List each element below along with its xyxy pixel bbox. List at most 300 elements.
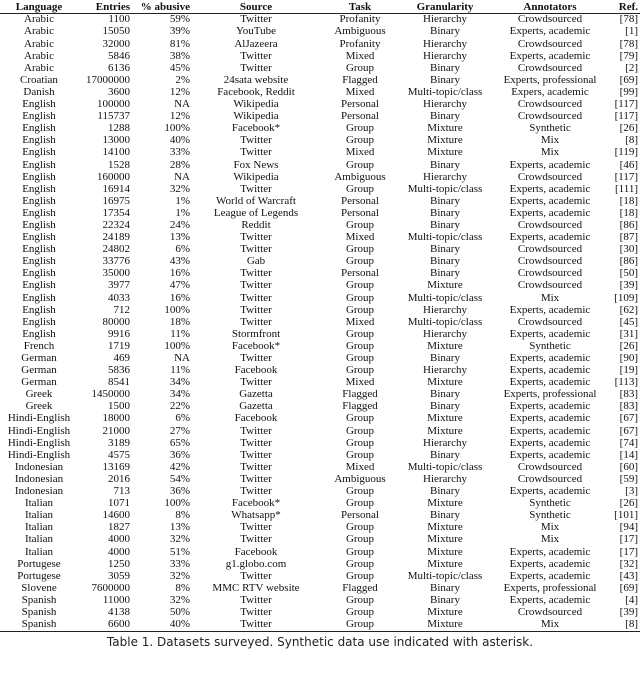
cell-annotators: Experts, professional (503, 73, 597, 86)
cell-source: Facebook* (231, 497, 281, 510)
cell-task: Group (345, 158, 375, 171)
cell-entries: 5836 (108, 364, 130, 377)
cell-task: Group (345, 593, 375, 606)
cell-source: YouTube (235, 25, 277, 38)
cell-ref: [109] (614, 291, 638, 304)
cell-source: Facebook, Reddit (217, 85, 295, 98)
cell-entries: 4575 (108, 448, 130, 461)
cell-granularity: Mixture (427, 146, 463, 159)
cell-ref: [32] (619, 557, 638, 570)
cell-entries: 100000 (97, 98, 130, 111)
cell-source: 24sata website (223, 73, 289, 86)
cell-percent-abusive: 6% (175, 412, 190, 425)
cell-percent-abusive: 38% (169, 49, 190, 62)
cell-source: Twitter (240, 267, 272, 280)
cell-language: English (22, 134, 56, 147)
cell-percent-abusive: 33% (169, 557, 190, 570)
table-row (0, 377, 640, 389)
cell-entries: 4000 (108, 533, 130, 546)
table-row (0, 607, 640, 619)
cell-source: MMC RTV website (212, 581, 300, 594)
cell-annotators: Crowdsourced (517, 472, 583, 485)
cell-ref: [45] (619, 315, 638, 328)
table-row (0, 232, 640, 244)
cell-language: Italian (24, 521, 54, 534)
table-row (0, 111, 640, 123)
table-row (0, 304, 640, 316)
cell-percent-abusive: 34% (169, 388, 190, 401)
table-row (0, 99, 640, 111)
table-body (0, 14, 640, 632)
cell-entries: 1827 (108, 521, 130, 534)
cell-percent-abusive: 39% (169, 25, 190, 38)
cell-percent-abusive: 11% (170, 327, 190, 340)
cell-task: Group (345, 303, 375, 316)
cell-granularity: Binary (430, 581, 460, 594)
cell-granularity: Mixture (427, 279, 463, 292)
cell-ref: [8] (608, 619, 640, 632)
table-row (0, 389, 640, 401)
cell-granularity: Hierarchy (423, 436, 467, 449)
cell-annotators: Expers, academic (511, 85, 589, 98)
cell-ref: [26] (619, 339, 638, 352)
cell-annotators: Experts, academic (509, 327, 591, 340)
cell-language: Arabic (24, 13, 54, 26)
cell-task: Group (345, 122, 375, 135)
cell-language: Indonesian (14, 485, 64, 498)
cell-source: Stormfront (231, 327, 281, 340)
cell-language: English (22, 170, 56, 183)
cell-percent-abusive: 8% (175, 581, 190, 594)
header-percent-abusive: % abusive (130, 0, 190, 14)
cell-ref: [14] (619, 448, 638, 461)
cell-ref: [18] (619, 194, 638, 207)
cell-source: g1.globo.com (225, 557, 287, 570)
cell-entries: 14100 (102, 146, 130, 159)
cell-entries: 160000 (97, 170, 130, 183)
cell-granularity: Binary (430, 485, 460, 498)
table-row (0, 510, 640, 522)
cell-source: Whatsapp* (231, 509, 281, 522)
cell-annotators: Experts, academic (509, 485, 591, 498)
cell-ref: [69] (619, 73, 638, 86)
cell-annotators: Experts, academic (509, 194, 591, 207)
cell-entries: 1250 (108, 557, 130, 570)
cell-entries: 115737 (97, 110, 130, 123)
cell-granularity: Mixture (427, 424, 463, 437)
cell-granularity: Binary (430, 593, 460, 606)
table-row (0, 558, 640, 570)
cell-language: Italian (24, 509, 54, 522)
cell-entries: 13169 (102, 460, 130, 473)
cell-entries: 712 (113, 303, 130, 316)
cell-language: Slovene (21, 581, 57, 594)
table-caption: Table 1. Datasets surveyed. Synthetic data use indicated with asterisk. (106, 634, 534, 649)
table-row (0, 74, 640, 86)
cell-annotators: Crowdsourced (517, 218, 583, 231)
cell-ref: [94] (619, 521, 638, 534)
cell-annotators: Experts, academic (509, 376, 591, 389)
cell-source: Twitter (240, 460, 272, 473)
cell-annotators: Experts, academic (509, 593, 591, 606)
table-row (0, 62, 640, 74)
cell-ref: [59] (619, 472, 638, 485)
cell-source: Gazetta (239, 388, 273, 401)
cell-annotators: Mix (492, 619, 608, 632)
cell-percent-abusive: 16% (169, 291, 190, 304)
cell-task: Group (345, 243, 375, 256)
cell-ref: [86] (619, 255, 638, 268)
cell-language: Hindi-English (7, 412, 71, 425)
cell-task: Ambiguous (334, 472, 386, 485)
cell-language: English (22, 303, 56, 316)
cell-granularity: Mixture (427, 557, 463, 570)
cell-percent-abusive: 24% (169, 218, 190, 231)
table-row (0, 522, 640, 534)
cell-entries: 7600000 (91, 581, 130, 594)
cell-task: Personal (341, 509, 379, 522)
table-row (0, 498, 640, 510)
header-task: Task (322, 0, 398, 14)
cell-percent-abusive: 32% (169, 569, 190, 582)
cell-language: English (22, 122, 56, 135)
cell-task: Mixed (345, 146, 375, 159)
cell-task: Group (345, 436, 375, 449)
cell-annotators: Experts, academic (509, 352, 591, 365)
table-row (0, 401, 640, 413)
cell-ref: [67] (619, 424, 638, 437)
cell-percent-abusive: 81% (169, 37, 190, 50)
cell-ref: [17] (619, 545, 638, 558)
cell-ref: [43] (619, 569, 638, 582)
cell-annotators: Crowdsourced (517, 61, 583, 74)
cell-source: Twitter (240, 49, 272, 62)
cell-entries: 3059 (108, 569, 130, 582)
cell-percent-abusive: 40% (169, 134, 190, 147)
cell-entries: 15050 (102, 25, 130, 38)
cell-task: Group (345, 352, 375, 365)
table-row (0, 123, 640, 135)
cell-source: Twitter (240, 231, 272, 244)
cell-entries: 1071 (108, 497, 130, 510)
cell-task: Mixed (345, 315, 375, 328)
cell-language: English (22, 182, 56, 195)
cell-entries: 4033 (108, 291, 130, 304)
table-row (0, 449, 640, 461)
cell-task: Group (345, 339, 375, 352)
table-row (0, 208, 640, 220)
cell-ref: [117] (614, 110, 638, 123)
cell-granularity: Binary (430, 218, 460, 231)
cell-percent-abusive: 43% (169, 255, 190, 268)
cell-language: English (22, 315, 56, 328)
cell-annotators: Experts, academic (509, 569, 591, 582)
cell-annotators: Crowdsourced (517, 605, 583, 618)
cell-language: Indonesian (14, 460, 64, 473)
header-entries: Entries (78, 0, 130, 14)
cell-entries: 24189 (102, 231, 130, 244)
cell-percent-abusive: 32% (169, 533, 190, 546)
cell-source: Twitter (240, 485, 272, 498)
cell-source: Twitter (240, 593, 272, 606)
cell-granularity: Multi-topic/class (407, 315, 483, 328)
cell-granularity: Binary (430, 206, 460, 219)
cell-language: English (22, 279, 56, 292)
cell-ref: [2] (625, 61, 638, 74)
cell-task: Profanity (339, 37, 381, 50)
cell-source: Facebook (234, 412, 278, 425)
cell-annotators: Synthetic (529, 122, 571, 135)
cell-annotators: Experts, academic (509, 448, 591, 461)
cell-annotators: Crowdsourced (517, 37, 583, 50)
header-source: Source (190, 0, 322, 14)
cell-source: Fox News (233, 158, 279, 171)
cell-granularity: Mixture (398, 619, 492, 632)
cell-percent-abusive: 11% (170, 364, 190, 377)
cell-task: Mixed (345, 49, 375, 62)
cell-annotators: Experts, professional (503, 581, 597, 594)
cell-ref: [67] (619, 412, 638, 425)
cell-ref: [74] (619, 436, 638, 449)
cell-granularity: Mixture (427, 497, 463, 510)
cell-entries: 3189 (108, 436, 130, 449)
cell-entries: 1450000 (91, 388, 130, 401)
cell-source: Twitter (240, 424, 272, 437)
cell-language: French (23, 339, 55, 352)
cell-ref: [17] (619, 533, 638, 546)
cell-percent-abusive: 100% (164, 303, 190, 316)
cell-source: Twitter (240, 436, 272, 449)
table-row (0, 341, 640, 353)
cell-language: English (22, 267, 56, 280)
cell-task: Group (345, 279, 375, 292)
cell-task: Group (345, 533, 375, 546)
cell-percent-abusive: 27% (169, 424, 190, 437)
cell-language: English (22, 291, 56, 304)
cell-annotators: Crowdsourced (517, 255, 583, 268)
cell-task: Ambiguous (334, 25, 386, 38)
cell-language: German (21, 364, 57, 377)
cell-granularity: Hierarchy (423, 327, 467, 340)
cell-entries: 1500 (108, 400, 130, 413)
cell-annotators: Mix (540, 533, 560, 546)
cell-annotators: Crowdsourced (517, 13, 583, 26)
cell-entries: 1288 (108, 122, 130, 135)
cell-language: Greek (25, 400, 53, 413)
cell-granularity: Multi-topic/class (407, 231, 483, 244)
cell-task: Group (345, 327, 375, 340)
cell-granularity: Multi-topic/class (407, 85, 483, 98)
cell-task: Group (345, 291, 375, 304)
cell-annotators: Experts, academic (509, 182, 591, 195)
cell-percent-abusive: 51% (169, 545, 190, 558)
cell-task: Group (345, 569, 375, 582)
cell-source: Twitter (240, 315, 272, 328)
cell-entries: 17000000 (86, 73, 130, 86)
table-row (0, 268, 640, 280)
cell-entries: 1719 (108, 339, 130, 352)
cell-granularity: Mixture (427, 376, 463, 389)
cell-ref: [99] (619, 85, 638, 98)
table-row (0, 365, 640, 377)
cell-percent-abusive: 100% (164, 497, 190, 510)
cell-task: Group (345, 134, 375, 147)
table-row (0, 595, 640, 607)
cell-ref: [83] (619, 400, 638, 413)
cell-granularity: Hierarchy (423, 37, 467, 50)
table-row (0, 486, 640, 498)
cell-source: Facebook* (231, 339, 281, 352)
cell-entries: 6600 (78, 619, 130, 632)
cell-annotators: Experts, academic (509, 206, 591, 219)
cell-source: Twitter (240, 291, 272, 304)
cell-annotators: Experts, academic (509, 231, 591, 244)
cell-annotators: Mix (540, 291, 560, 304)
cell-language: Arabic (24, 49, 54, 62)
cell-ref: [3] (625, 485, 638, 498)
table-row (0, 183, 640, 195)
cell-percent-abusive: 1% (175, 206, 190, 219)
cell-ref: [8] (625, 134, 638, 147)
cell-percent-abusive: 34% (169, 376, 190, 389)
cell-ref: [111] (614, 182, 638, 195)
cell-ref: [90] (619, 352, 638, 365)
cell-ref: [101] (614, 509, 638, 522)
cell-percent-abusive: 18% (169, 315, 190, 328)
cell-granularity: Binary (430, 243, 460, 256)
table-row (0, 582, 640, 594)
cell-task: Flagged (342, 581, 378, 594)
cell-language: English (22, 231, 56, 244)
cell-annotators: Experts, academic (509, 557, 591, 570)
table-row (0, 328, 640, 340)
cell-task: Profanity (339, 13, 381, 26)
cell-source: Twitter (240, 569, 272, 582)
cell-language: German (21, 376, 57, 389)
cell-percent-abusive: 33% (169, 146, 190, 159)
cell-task: Personal (341, 98, 379, 111)
cell-annotators: Synthetic (529, 339, 571, 352)
cell-language: Italian (24, 545, 54, 558)
table-row (0, 619, 640, 632)
cell-task: Group (345, 605, 375, 618)
cell-annotators: Experts, academic (509, 545, 591, 558)
cell-ref: [83] (619, 388, 638, 401)
cell-ref: [117] (614, 98, 638, 111)
cell-entries: 17354 (102, 206, 130, 219)
cell-entries: 18000 (102, 412, 130, 425)
cell-granularity: Mixture (427, 521, 463, 534)
table-row (0, 220, 640, 232)
cell-ref: [69] (619, 581, 638, 594)
cell-language: Arabic (24, 37, 54, 50)
cell-language: Indonesian (14, 472, 64, 485)
cell-annotators: Crowdsourced (517, 98, 583, 111)
cell-percent-abusive: 45% (169, 61, 190, 74)
cell-language: English (22, 146, 56, 159)
cell-task: Group (345, 521, 375, 534)
cell-granularity: Mixture (427, 545, 463, 558)
cell-annotators: Experts, professional (503, 388, 597, 401)
cell-entries: 11000 (102, 593, 130, 606)
cell-language: Italian (24, 533, 54, 546)
cell-task: Group (345, 545, 375, 558)
cell-task: Flagged (342, 73, 378, 86)
cell-language: English (22, 206, 56, 219)
cell-source: Twitter (240, 303, 272, 316)
cell-ref: [18] (619, 206, 638, 219)
cell-percent-abusive: NA (174, 352, 190, 365)
table-row (0, 50, 640, 62)
cell-percent-abusive: 65% (169, 436, 190, 449)
cell-granularity: Binary (430, 73, 460, 86)
cell-source: Facebook (234, 364, 278, 377)
cell-language: Arabic (24, 61, 54, 74)
cell-percent-abusive: NA (174, 170, 190, 183)
cell-source: Twitter (240, 182, 272, 195)
cell-entries: 14600 (102, 509, 130, 522)
cell-language: English (22, 327, 56, 340)
cell-ref: [79] (619, 49, 638, 62)
cell-granularity: Binary (430, 509, 460, 522)
cell-granularity: Mixture (427, 605, 463, 618)
cell-entries: 3600 (108, 85, 130, 98)
cell-ref: [19] (619, 364, 638, 377)
cell-language: Danish (23, 85, 55, 98)
cell-granularity: Mixture (427, 412, 463, 425)
cell-task: Mixed (345, 231, 375, 244)
cell-task: Mixed (345, 85, 375, 98)
cell-source: AlJazeera (234, 37, 278, 50)
cell-task: Group (345, 412, 375, 425)
table-row (0, 570, 640, 582)
cell-percent-abusive: 100% (164, 339, 190, 352)
cell-granularity: Binary (430, 25, 460, 38)
cell-granularity: Binary (430, 61, 460, 74)
cell-ref: [39] (619, 279, 638, 292)
cell-ref: [87] (619, 231, 638, 244)
cell-language: English (22, 218, 56, 231)
cell-entries: 3977 (108, 279, 130, 292)
cell-percent-abusive: 2% (175, 73, 190, 86)
cell-percent-abusive: 36% (169, 485, 190, 498)
table-row (0, 534, 640, 546)
cell-granularity: Binary (430, 158, 460, 171)
cell-percent-abusive: 16% (169, 267, 190, 280)
cell-source: Facebook (234, 545, 278, 558)
cell-language: English (22, 243, 56, 256)
cell-granularity: Binary (430, 400, 460, 413)
cell-ref: [113] (614, 376, 638, 389)
table-row (0, 316, 640, 328)
cell-entries: 6136 (108, 61, 130, 74)
cell-source: Twitter (240, 243, 272, 256)
table-row (0, 244, 640, 256)
cell-annotators: Experts, academic (509, 49, 591, 62)
cell-annotators: Mix (540, 521, 560, 534)
cell-ref: [39] (619, 605, 638, 618)
cell-language: Croatian (20, 73, 58, 86)
cell-source: Twitter (240, 472, 272, 485)
cell-source: Twitter (240, 279, 272, 292)
cell-entries: 33776 (102, 255, 130, 268)
cell-granularity: Mixture (427, 533, 463, 546)
cell-annotators: Experts, academic (509, 424, 591, 437)
cell-ref: [50] (619, 267, 638, 280)
cell-entries: 13000 (102, 134, 130, 147)
cell-percent-abusive: 8% (175, 509, 190, 522)
cell-source: Facebook* (231, 122, 281, 135)
